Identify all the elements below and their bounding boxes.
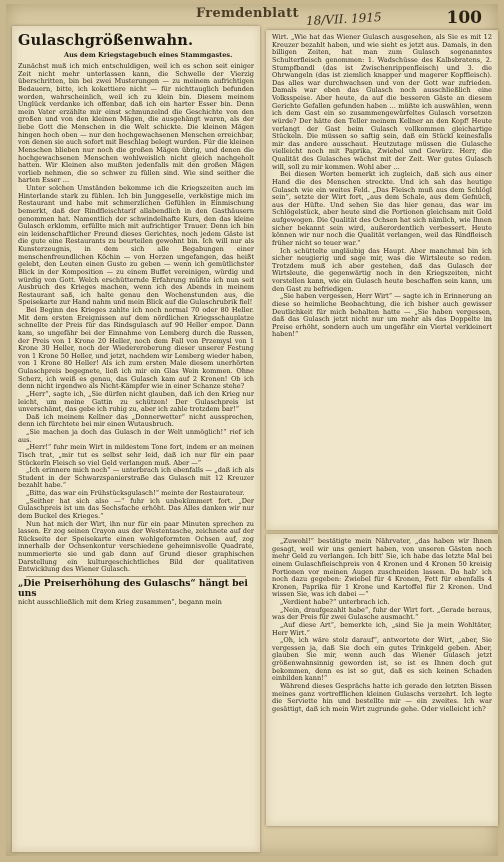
article-headline: Gulaschgrößenwahn. [18, 32, 194, 49]
paragraph: „Herr“, sagte ich, „Sie dürfen nicht glauben, daß ich den Krieg nur leicht, um meine Gattin zu schützen! Der Gulaschpreis ist unverschämt, das gebe ich ruhig zu, aber ich zahle trotzdem bar!“ [18, 389, 254, 414]
paragraph: Bei Beginn des Krieges zahlte ich noch normal 70 oder 80 Heller. Mit dem ersten Ereignissen auf dem nördlichen Kriegsschauplatze schnellte der Preis für das Rindsgulasch auf 90 Heller empor. Dann kam, so ungefähr bei der Einnahme von Lemberg durch die Russen, der Preis von 1 Krone 20 Heller, noch dem Fall von Przemysl von 1 Krone 30 Heller, noch der Wiedereroberung dieser unserer Festung von 1 Krone 50 Heller, und jetzt, nachdem wir Lemberg wieder haben, von 1 Krone 80 Heller! Als ich zum ersten Male diesem unerhörten Gulaschpreis begegnete, ließ ich mir ein Glas Wein kommen. Ohne Scherz, ich weiß es genau, das Gulasch kam auf 2 Kronen! Ob ich denn nicht irgendwo als Nicht-Kämpfer wie in einer Schanze stehe? [18, 306, 254, 391]
paragraph: „Sie machen ja doch das Gulasch in der Welt unmöglich!“ rief ich aus. [18, 428, 254, 444]
page-number: 100 [446, 8, 482, 28]
emphasis-line: „Die Preiserhöhung des Gulaschs“ hängt bei uns [18, 577, 248, 599]
clipping-right-upper [266, 30, 498, 530]
paragraph: „Herr!“ fuhr mein Wirt in mildestem Tone fort, indem er an meinen Tisch trat, „mir tut es selbst sehr leid, daß ich nur für ein paar Stückerln Fleisch so viel Geld verlangen muß. Aber —“ [18, 443, 254, 467]
paragraph: „Zuwohl!“ bestätigte mein Nährvater, „das haben wir Ihnen gesagt, weil wir uns geniert haben, von unseren Gästen noch mehr Geld zu verlangen. Ich bitt' Sie, ich habe das letzte Mal bei einem Gulaschfleischpreis von 4 Kronen und 4 Kronen 50 kreisig Portionen vor meinen Augen zuschneiden lassen. Da hab' ich noch dazu gegeben: Zwiebel für 4 Kronen, Fett für ebenfalls 4 Kronen, Paprika für 1 Krone und Kartoffel für 2 Kronen. Und wissen Sie, was ich dabei —“ [272, 537, 492, 599]
paragraph: Daß ich meinem Kellner das „Donnerwetter“ nicht aussprechen, denn ich fürchtete bei mir einen Wutausbruch. [18, 412, 254, 429]
paragraph: Nun hat mich der Wirt, ihn nur für ein paar Minuten sprechen zu lassen. Er zog seinen Crayon aus der Westentasche, zeichnete auf der Rückseite der Speisekarte einen wohlgeformten Ochsen auf, zog innerhalb der Ochsenkontur verschiedene geheimnisvolle Quadrate, nummerierte sie und gab dann auf Grund dieser graphischen Darstellung ein kulturgeschichtliches Bild der qualitativen Entwicklung des Wiener Gulasch. [18, 519, 254, 574]
handwritten-date: 18/VII. 1915 [305, 10, 382, 28]
paragraph: Wirt. „Wie hat das Wiener Gulasch ausgesehen, als Sie es mit 12 Kreuzer bezahlt haben, und wie sieht es jetzt aus. Damals, in den billigen Zeiten, hat man zum Gulasch sogenanntes Schulterfleisch genommen: 1. Wadschüsse des Kalbsbratens, 2. Stumpfbandl (das ist Zwischenrippenfleisch) und 3. die Ohrwangeln (das ist ziemlich knapper und magerer Kopffleisch). Das alles war durchwachsen und von der Gott war zufrieden. Damals war eben das Gulasch noch ausschließlich eine Volksspeise. Aber heute, da auf die besseren Gäste an diesem Gerichte Gefallen gefunden haben … müßte ich auswählen, wenn ich dem Gast ein so zusammengewürfeltes Gulasch vorsetzen würde? Der hätte den Teller meinem Kellner an den Kopf! Heute verlangt der Gast beim Gulasch vollkommen gleichartige Stückeln. Die müssen so saftig sein, daß ein Stückl keinesfalls mir das andere ausschaut. Heutzutage müssen die Gulasche vielleicht noch mit Paprika, Zwiebel und Gewürz. Herr, die Qualität des Gulasches wächst mit der Zeit. Wer gutes Gulasch will, soll zu mir kommen. Wohl aber … [272, 33, 492, 171]
newspaper-masthead: Fremdenblatt [196, 6, 299, 21]
paragraph: „Sie haben vergessen, Herr Wirt“ — sagte ich in Erinnerung an diese so heimliche Beobachtung, die ich bisher auch gewisser Deutlichkeit für mich behalten hatte — „Sie haben vergessen, daß das Gulasch jetzt nicht nur um mehr als das Doppelte im Preise erhöht, sondern auch um ungefähr ein Viertel verkleinert haben!“ [272, 292, 492, 339]
paragraph: „Seither hat sich also —“ fuhr ich unbekümmert fort. „Der Gulaschpreis ist um das Sechsfache erhöht. Das Alles danken wir nur dem Buckel des Krieges.“ [18, 496, 254, 520]
paragraph: Bei diesen Worten bemerkt ich zugleich, daß sich aus einer Hand die des Menschen streckte. Und ich sah das heutige Gulasch wie ein weites Feld. „Das Fleisch muß aus dem Schlögl sein“, setzte der Wirt fort, „aus dem Schale, aus dem Gefnüch, aus der Hüfte. Und sehen Sie das hier genau, das war im Schlögelstück, aber heute sind die Portionen gleichsam mit Gold aufgewogen. Die Qualität des Ochsen hat sich nämlich, wie Ihnen sicher bekannt sein wird, außerordentlich verbessert. Heute können wir nur noch die Qualität verlangen, weil das Rindfleisch früher nicht so teuer war.“ [272, 170, 492, 247]
paragraph: Ich schüttelte ungläubig das Haupt. Aber manchmal bin ich sicher neugierig und sage mir, was die Wirtsleute so reden. Trotzdem muß ich aber gestehen, daß das Gulasch der Wirtsleute, die gegenwärtig noch in den Kriegszeiten, nicht vorstellen kann, wie ein Gulasch heute beschaffen sein kann, um den Gast zu befriedigen. [272, 246, 492, 293]
paragraph: „Nein, draufgezahlt habe“, fuhr der Wirt fort. „Gerade heraus, was der Preis für zwei Gulasche ausmacht.“ [272, 605, 492, 622]
clipping-left-column [12, 26, 260, 852]
article-subheadline: Aus dem Kriegstagebuch eines Stammgastes. [64, 51, 233, 59]
paragraph: Zunächst muß ich mich entschuldigen, weil ich es schon seit einiger Zeit nicht mehr unterlassen kann, die Schwelle der Vierzig überschritten, bin bei zwei Musterungen — zu meinem aufrichtigen Bedauern, bitte, ich kokettiere nicht — für nichttauglich befunden worden, wahrscheinlich, weil ich zu klein bin. Diesem meinem Unglück verdanke ich offenbar, daß ich ein harter Esser bin. Denn mein Vater erzählte mir einst schmunzelnd die Geschichte von den großen und von den kleinen Mägen, die ausgehängt waren, als der liebe Gott die Menschen in die Welt schickte. Die kleinen Mägen hingen hoch oben — nur den hochgewachsenen Menschen erreichbar, von denen sie auch sofort mit Beschlag belegt wurden. Für die kleinen Menschen blieben nur noch die großen Mägen übrig, und denen die hochgewachsenen Menschen wohlweislich nicht gleich nachgeholt hatten. Wir Kleinen also mußten jedenfalls mit den großen Mägen vorlieb nehmen, die so schwer zu füllen sind. Wie sind seither die harten Esser … [18, 62, 254, 185]
right-lower-text [272, 538, 492, 713]
column-divider [26, 576, 246, 577]
left-column-text [18, 63, 254, 574]
paragraph: Unter solchen Umständen bekomme ich die Kriegszeiten auch im Hinterlande stark zu fühlen. Ich bin Junggeselle, verköstige mich im Restaurant und habe mit schmerzlichen Gefühlen in Einmischung bemerkt, daß der Rindfleischtarif allabendlich in den Gasthäusern genommen hat. Namentlich der schwindelhafte Kurs, den das kleine Gulasch erklomm, erfüllte mich mit aufrichtiger Trauer. Denn ich bin ein leidenschaftlicher Freund dieses Gerichtes, noch jedem Gäste ist die gute eine Restaurants zu beurteilen gewohnt bin. Ich will nur als Kunsterzeugnis, in dem sich alle Begabungen einer menschenfreundlichen Köchin — von Herzen ungefangen, das heißt gelebt, den Leuten einen Gusto zu geben — wenn ich gemütlichster Blick in der Komposition — zu einem Buffet vereinigen, würdig und würdig von Gott. Welch erschütternde Erfahrung müßte ich nun seit Ausbruch des Krieges machen, wenn ich des Abends in meinem Restaurant saß, ich halte genau den Wochenstunden aus, die Speisekarte zur Hand nahm und mein Blick auf die Gulaschrubrik fiel! [18, 184, 254, 307]
paragraph: „Ich erinnere mich noch“ — unterbrach ich ebenfalls — „daß ich als Student in der Schwarzspanierstraße das Gulasch mit 12 Kreuzer bezahlt habe.“ [18, 466, 254, 490]
right-upper-text [272, 34, 492, 339]
paragraph: „Verdient habe?“ unterbrach ich. [280, 598, 390, 606]
emphasis-continuation: nicht ausschließlich mit dem Krieg zusammen“, begann mein [18, 597, 222, 606]
clipping-right-lower [266, 534, 498, 826]
paragraph: „Bitte, das war ein Frühstücksgulasch!“ meinte der Restaurateur. [26, 489, 245, 497]
paragraph: Während dieses Gesprächs hatte ich gerade den letzten Bissen meines ganz vortrefflichen kleinen Gulaschs verzehrt. Ich legte die Serviette hin und bestellte mir — ein zweites. Ich war gesättigt, daß ich mein Wirt zugrunde gehe. Oder vielleicht ich? [272, 681, 492, 713]
paragraph: „Oh, ich wäre stolz darauf“, antwortete der Wirt, „aber, Sie vergessen ja, daß Sie doch ein gutes Trinkgeld geben. Aber, glauben Sie mir, wenn auch das Wiener Gulasch jetzt größenwahnsinnig geworden ist, so ist es Ihnen doch gut bekommen, denn es ist so gut, daß es sich keinen Schaden einbilden kann!“ [272, 636, 492, 683]
paragraph: „Auf diese Art“, bemerkte ich, „sind Sie ja mein Wohltäter, Herr Wirt.“ [272, 620, 492, 637]
